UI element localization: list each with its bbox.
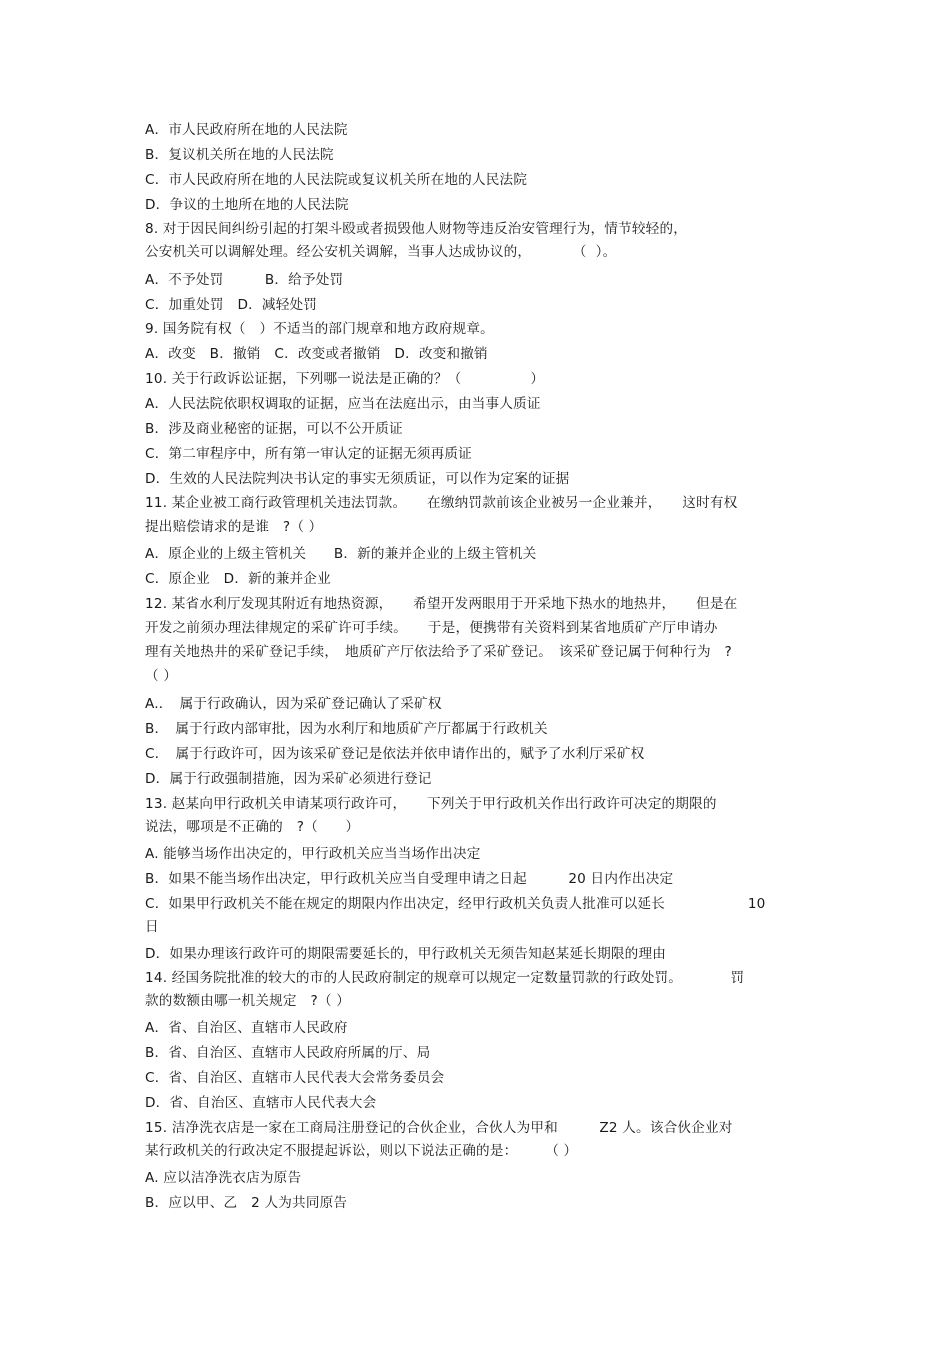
text-line: 说法，哪项是不正确的 ?（ ） <box>145 819 360 835</box>
text-line: 某行政机关的行政决定不服提起诉讼，则以下说法正确的是： （ ） <box>145 1143 578 1159</box>
question-8: 8. 对于因民间纠纷引起的打架斗殴或者损毁他人财物等违反治安管理行为，情节较轻的， <box>145 221 688 237</box>
text-line: A. 应以洁净洗衣店为原告 <box>145 1170 302 1186</box>
text-line: C．省、自治区、直辖市人民代表大会常务委员会 <box>145 1070 445 1086</box>
text-line: C． 属于行政许可，因为该采矿登记是依法并依申请作出的，赋予了水利厅采矿权 <box>145 746 645 762</box>
text-line: C．原企业 D．新的兼并企业 <box>145 571 331 587</box>
question-9: 9. 国务院有权（ ）不适当的部门规章和地方政府规章。 <box>145 321 494 337</box>
text-line: C．加重处罚 D．减轻处罚 <box>145 297 318 313</box>
text-line: D．属于行政强制措施，因为采矿必须进行登记 <box>145 771 432 787</box>
text-line: B．涉及商业秘密的证据，可以不公开质证 <box>145 421 403 437</box>
text-line: 提出赔偿请求的是谁 ?（ ） <box>145 519 323 535</box>
text-line: C．如果甲行政机关不能在规定的期限内作出决定，经甲行政机关负责人批准可以延长 10 <box>145 896 766 912</box>
text-line: D．生效的人民法院判决书认定的事实无须质证，可以作为定案的证据 <box>145 471 570 487</box>
text-line: A．改变 B．撤销 C．改变或者撤销 D．改变和撤销 <box>145 346 488 362</box>
text-line: （ ） <box>145 668 178 684</box>
text-line: A.． 属于行政确认，因为采矿登记确认了采矿权 <box>145 696 442 712</box>
text-line: A．原企业的上级主管机关 B．新的兼并企业的上级主管机关 <box>145 546 537 562</box>
question-12: 12. 某省水利厅发现其附近有地热资源， 希望开发两眼用于开采地下热水的地热井， 但是在 <box>145 596 738 612</box>
question-13: 13. 赵某向甲行政机关申请某项行政许可， 下列关于甲行政机关作出行政许可决定的期限的 <box>145 796 717 812</box>
text-line: B．复议机关所在地的人民法院 <box>145 147 334 163</box>
text-line: B．如果不能当场作出决定，甲行政机关应当自受理申请之日起 20 日内作出决定 <box>145 871 674 887</box>
text-line: B．应以甲、乙 2 人为共同原告 <box>145 1195 348 1211</box>
text-line: D．争议的土地所在地的人民法院 <box>145 197 349 213</box>
text-line: C．市人民政府所在地的人民法院或复议机关所在地的人民法院 <box>145 172 528 188</box>
text-line: A．人民法院依职权调取的证据，应当在法庭出示，由当事人质证 <box>145 396 541 412</box>
text-line: D．如果办理该行政许可的期限需要延长的，甲行政机关无须告知赵某延长期限的理由 <box>145 946 667 962</box>
text-line: D．省、自治区、直辖市人民代表大会 <box>145 1095 377 1111</box>
text-line: A．市人民政府所在地的人民法院 <box>145 122 348 138</box>
text-line: 款的数额由哪一机关规定 ?（ ） <box>145 993 351 1009</box>
question-15: 15. 洁净洗衣店是一家在工商局注册登记的合伙企业，合伙人为甲和 Z2 人。该合伙企业对 <box>145 1120 733 1136</box>
question-14: 14. 经国务院批准的较大的市的人民政府制定的规章可以规定一定数量罚款的行政处罚。 罚 <box>145 970 745 986</box>
question-11: 11. 某企业被工商行政管理机关违法罚款。 在缴纳罚款前该企业被另一企业兼并， 这时有权 <box>145 495 738 511</box>
text-line: B． 属于行政内部审批，因为水利厅和地质矿产厅都属于行政机关 <box>145 721 548 737</box>
text-line: A．省、自治区、直辖市人民政府 <box>145 1020 348 1036</box>
question-10: 10. 关于行政诉讼证据，下列哪一说法是正确的？（ ） <box>145 371 545 387</box>
text-line: 日 <box>145 919 159 935</box>
text-line: A. 能够当场作出决定的，甲行政机关应当当场作出决定 <box>145 846 481 862</box>
text-line: 开发之前须办理法律规定的采矿许可手续。 于是，便携带有关资料到某省地质矿产厅申请办 <box>145 620 718 636</box>
text-line: 公安机关可以调解处理。经公安机关调解，当事人达成协议的， （ ）。 <box>145 244 617 260</box>
text-line: A．不予处罚 B．给予处罚 <box>145 272 344 288</box>
text-line: B．省、自治区、直辖市人民政府所属的厅、局 <box>145 1045 431 1061</box>
text-line: 理有关地热井的采矿登记手续， 地质矿产厅依法给予了采矿登记。 该采矿登记属于何种行为 ? <box>145 644 732 660</box>
text-line: C．第二审程序中，所有第一审认定的证据无须再质证 <box>145 446 472 462</box>
